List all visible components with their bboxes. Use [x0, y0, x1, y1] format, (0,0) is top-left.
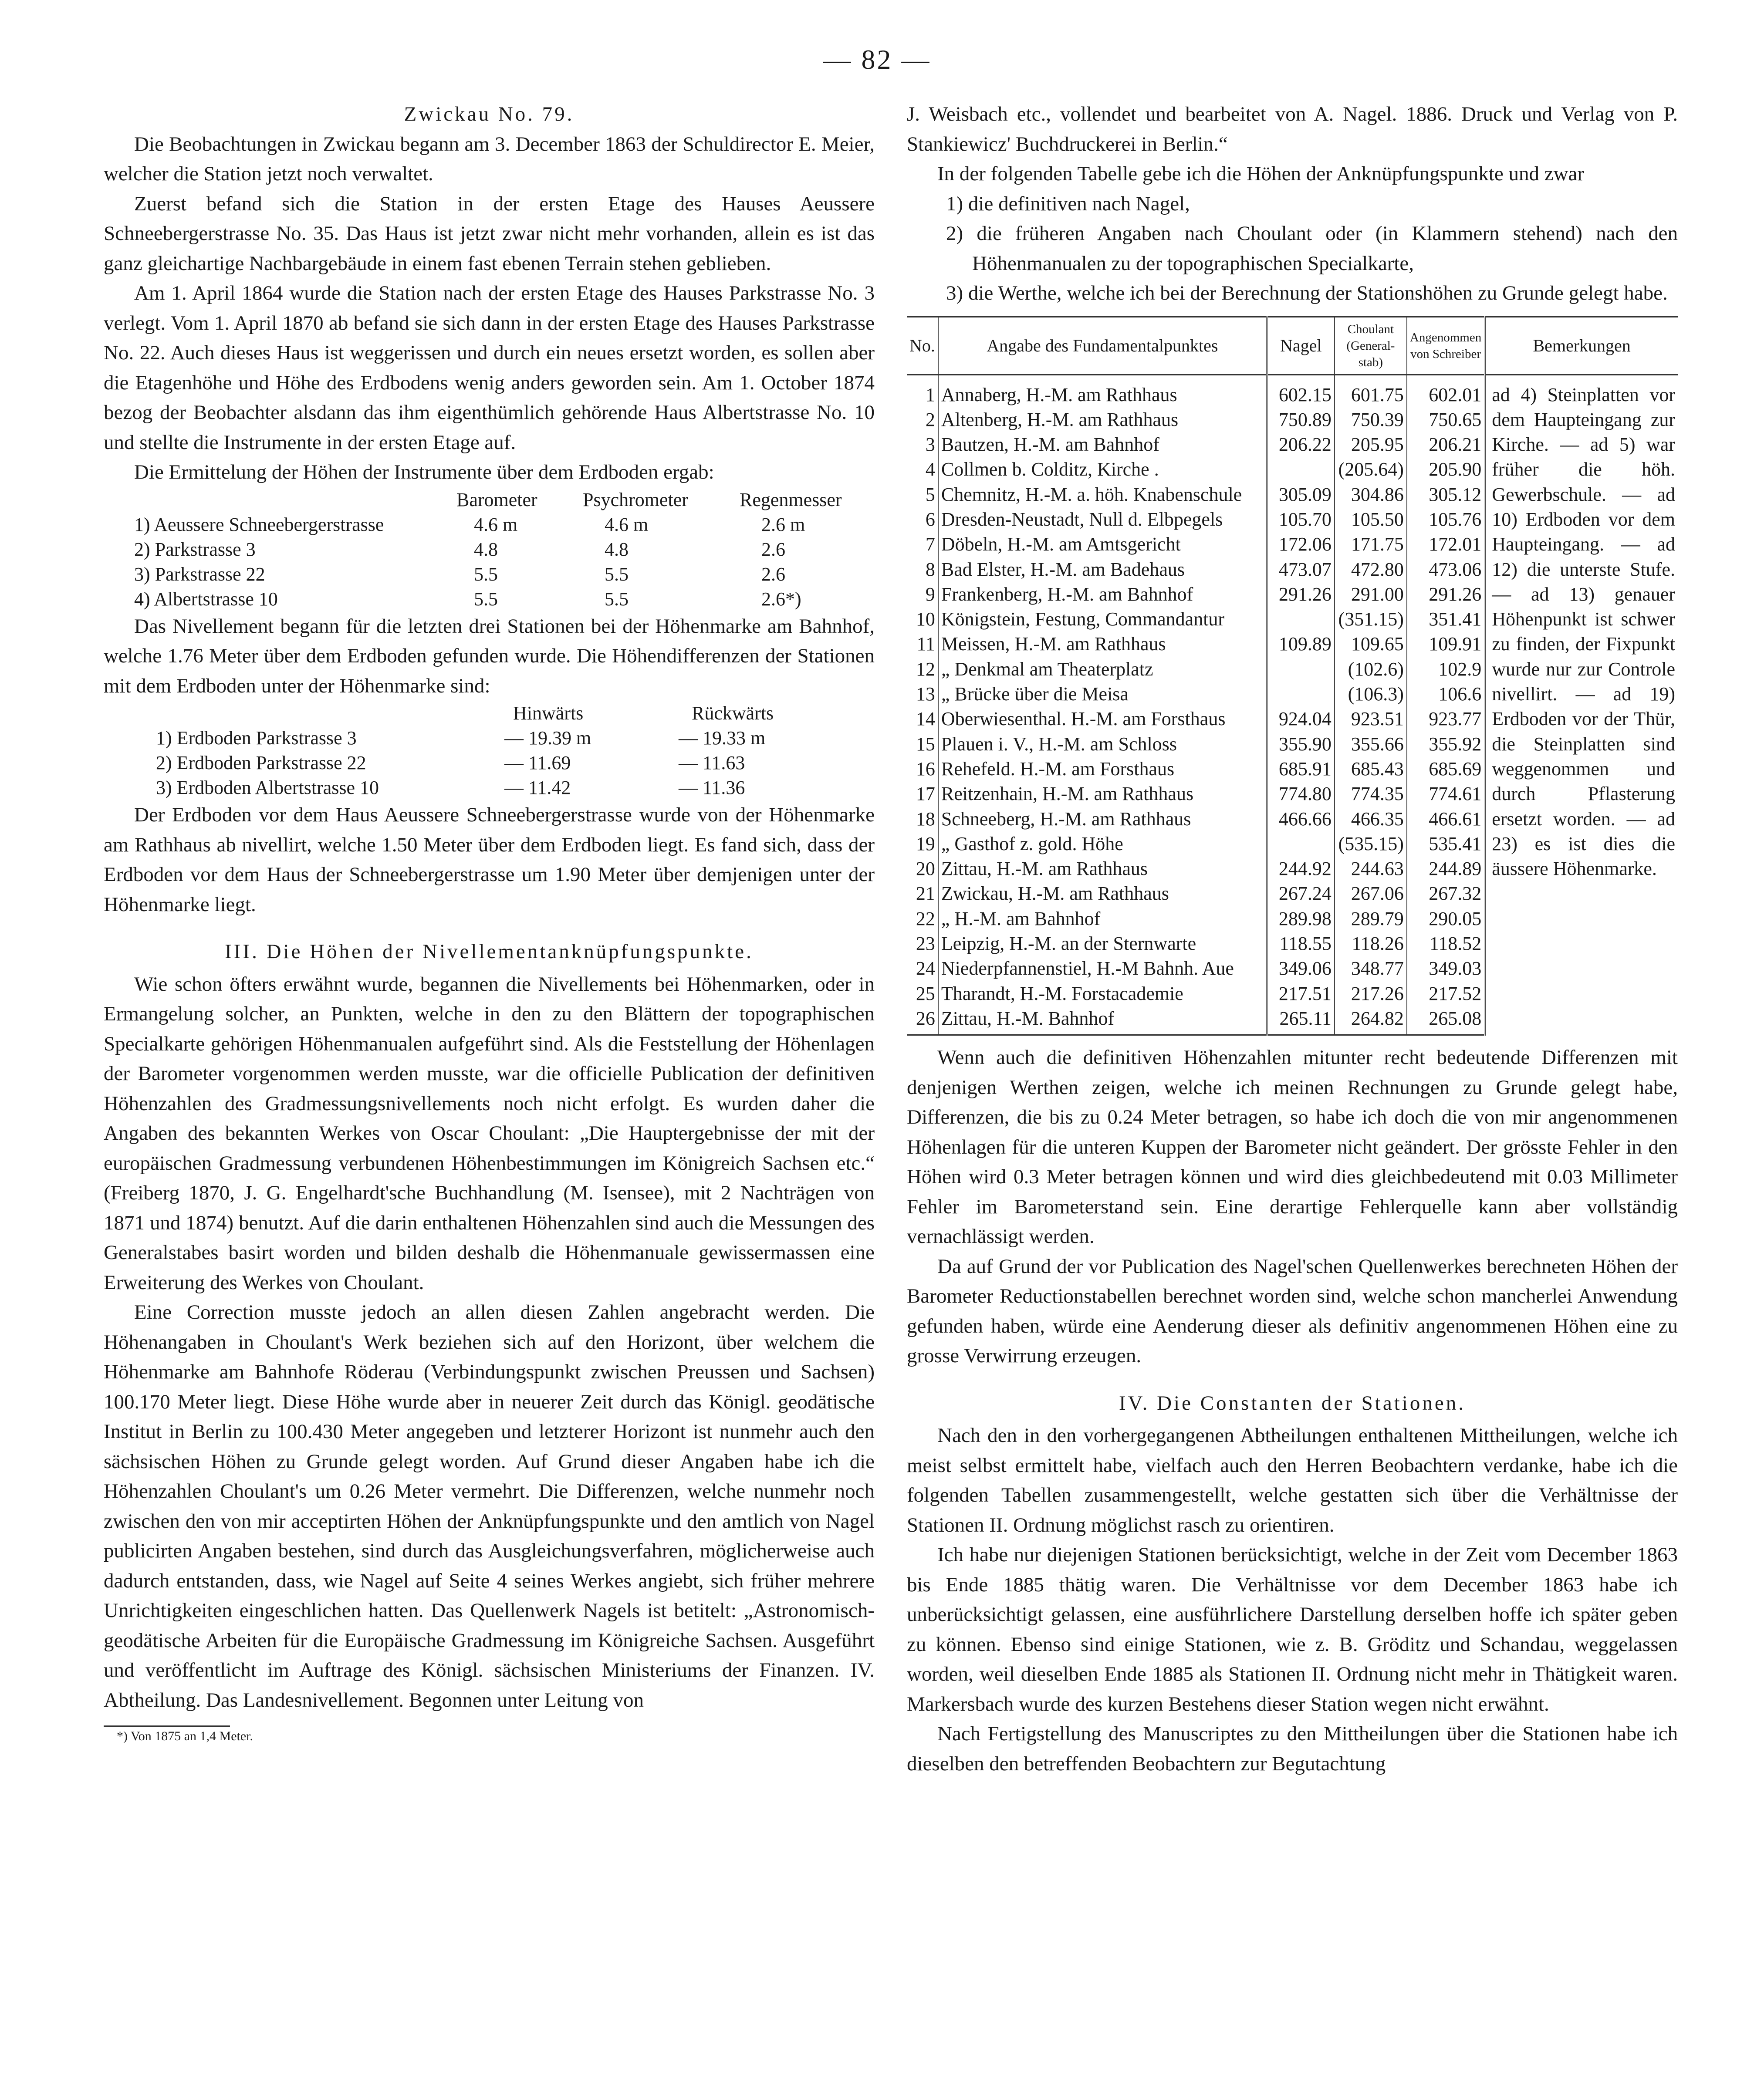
enumerated-list — [907, 189, 1678, 308]
nagel-value — [1267, 457, 1335, 482]
point-name: Königstein, Festung, Commandantur — [938, 607, 1267, 631]
column-header-remarks: Bemerkungen — [1485, 317, 1678, 375]
section-heading: IV. Die Constanten der Stationen. — [1119, 1391, 1466, 1415]
choulant-value: (351.15) — [1335, 607, 1407, 631]
row-number: 19 — [907, 831, 938, 856]
table-cell: 2.6 — [761, 538, 785, 560]
schreiber-value: 305.12 — [1407, 482, 1485, 507]
column-header: Regenmesser — [740, 489, 842, 510]
point-name: Dresden-Neustadt, Null d. Elbpegels — [938, 507, 1267, 532]
schreiber-value: 118.52 — [1407, 931, 1485, 956]
column-header-choulant: Choulant (General-stab) — [1335, 317, 1407, 375]
paragraph: In der folgenden Tabelle gebe ich die Höhen der Anknüpfungspunkte und zwar — [937, 162, 1585, 185]
table-header-row — [152, 701, 778, 726]
paragraph: Der Erdboden vor dem Haus Aeussere Schneebergerstrasse wurde von der Höhenmarke am Rathhaus ab nivellirt, welche 1.50 Meter über dem Erdboden liegt. Es fand sich, dass der Erdboden vor dem Haus der Schneebergerstrasse um 1.90 Meter über demjenigen unter der Höhenmarke liegt. — [104, 804, 875, 916]
nagel-value: 924.04 — [1267, 706, 1335, 731]
row-number: 16 — [907, 756, 938, 781]
paragraph: Da auf Grund der vor Publication des Nagel'schen Quellenwerkes berechneten Höhen der Barometer Reductionstabellen berechnet worden sind, welche schon mancherlei Anwendung gefunden haben, würde eine Aenderung dieser als definitiv angenommenen Höhen eine zu grosse Verwirrung erzeugen. — [907, 1255, 1678, 1367]
schreiber-value: 535.41 — [1407, 831, 1485, 856]
schreiber-value: 102.9 — [1407, 657, 1485, 682]
row-number: 25 — [907, 981, 938, 1006]
schreiber-value: 349.03 — [1407, 956, 1485, 981]
row-number: 20 — [907, 856, 938, 881]
choulant-value: 750.39 — [1335, 407, 1407, 432]
point-name: Oberwiesenthal. H.-M. am Forsthaus — [938, 706, 1267, 731]
nagel-value: 305.09 — [1267, 482, 1335, 507]
schreiber-value: 205.90 — [1407, 457, 1485, 482]
paragraph: J. Weisbach etc., vollendet und bearbeitet von A. Nagel. 1886. Druck und Verlag von P. Stankiewicz' Buchdruckerei in Berlin.“ — [907, 103, 1678, 155]
table-cell: 5.5 — [605, 563, 629, 585]
table-cell: 2.6*) — [761, 588, 801, 610]
row-number: 15 — [907, 732, 938, 756]
nagel-value — [1267, 607, 1335, 631]
table-cell: 1) Erdboden Parkstrasse 3 — [156, 727, 357, 749]
nagel-value: 267.24 — [1267, 881, 1335, 906]
choulant-value: 291.00 — [1335, 582, 1407, 607]
choulant-value: 244.63 — [1335, 856, 1407, 881]
table-cell: — 19.39 m — [504, 727, 591, 749]
instrument-height-table — [130, 487, 846, 611]
nagel-value — [1267, 831, 1335, 856]
column-header-schreiber: Angenommen von Schreiber — [1407, 317, 1485, 375]
point-name: Zittau, H.-M. am Rathhaus — [938, 856, 1267, 881]
row-number: 26 — [907, 1006, 938, 1035]
row-number: 18 — [907, 807, 938, 831]
row-number: 14 — [907, 706, 938, 731]
schreiber-value: 290.05 — [1407, 906, 1485, 931]
choulant-value: 923.51 — [1335, 706, 1407, 731]
point-name: Rehefeld. H.-M. am Forsthaus — [938, 756, 1267, 781]
nagel-value: 685.91 — [1267, 756, 1335, 781]
schreiber-value: 355.92 — [1407, 732, 1485, 756]
page-number: — 82 — — [823, 44, 931, 75]
row-number: 24 — [907, 956, 938, 981]
row-number: 12 — [907, 657, 938, 682]
choulant-value: 171.75 — [1335, 532, 1407, 557]
nagel-value: 355.90 — [1267, 732, 1335, 756]
point-name: Plauen i. V., H.-M. am Schloss — [938, 732, 1267, 756]
row-number: 6 — [907, 507, 938, 532]
column-header-name: Angabe des Fundamentalpunktes — [938, 317, 1267, 375]
schreiber-value: 291.26 — [1407, 582, 1485, 607]
table-cell: 2) Erdboden Parkstrasse 22 — [156, 752, 366, 773]
paragraph: Ich habe nur diejenigen Stationen berücksichtigt, welche in der Zeit vom December 1863 bis Ende 1885 thätig waren. Die Verhältnisse vor dem December 1863 habe ich unberücksichtigt gelassen, eine ausführlichere Darstellung derselben hoffe ich später geben zu können. Ebenso sind einige Stationen, wie z. B. Gröditz und Schandau, weggelassen worden, weil dieselben Ende 1885 als Stationen II. Ordnung nicht mehr in Thätigkeit waren. Markersbach wurde des kurzen Bestehens dieser Station wegen nicht erwähnt. — [907, 1543, 1678, 1715]
schreiber-value: 244.89 — [1407, 856, 1485, 881]
paragraph: Wie schon öfters erwähnt wurde, begannen die Nivellements bei Höhenmarken, oder in Ermangelung solcher, an Punkten, welche in den zu den Blättern der topographischen Specialkarte gehörigen Höhenmanualen aufgeführt sind. Als die Feststellung der Höhenlagen der Barometer vorgenommen werden musste, war die officielle Publication der definitiven Höhenzahlen des Gradmessungsnivellements noch nicht erfolgt. Es wurden daher die Angaben des bekannten Werkes von Oscar Choulant: „Die Hauptergebnisse der mit der europäischen Gradmessung verbundenen Höhenbestimmungen im Königreich Sachsen etc.“ (Freiberg 1870, J. G. Engelhardt'sche Buchhandlung (M. Isensee), mit 2 Nachträgen von 1871 und 1874) benutzt. Auf die darin enthaltenen Höhenzahlen sind auch die Messungen des Generalstabes basirt worden und bilden deshalb die Höhenmanuale gewissermassen eine Erweiterung des Werkes von Choulant. — [104, 972, 875, 1294]
paragraph: Das Nivellement begann für die letzten drei Stationen bei der Höhenmarke am Bahnhof, welche 1.76 Meter über dem Erdboden gefunden wurde. Die Höhendifferenzen der Stationen mit dem Erdboden unter der Höhenmarke sind: — [104, 614, 875, 697]
row-number: 2 — [907, 407, 938, 432]
row-number: 22 — [907, 906, 938, 931]
nagel-value: 109.89 — [1267, 631, 1335, 656]
table-cell: 4.8 — [605, 538, 629, 560]
table-cell: — 19.33 m — [679, 727, 766, 749]
table-cell: 2.6 — [761, 563, 785, 585]
table-cell: 3) Erdboden Albertstrasse 10 — [156, 777, 379, 798]
row-number: 4 — [907, 457, 938, 482]
row-number: 9 — [907, 582, 938, 607]
list-item — [924, 278, 1678, 308]
choulant-value: 601.75 — [1335, 375, 1407, 407]
choulant-value: 304.86 — [1335, 482, 1407, 507]
schreiber-value: 217.52 — [1407, 981, 1485, 1006]
choulant-value: 355.66 — [1335, 732, 1407, 756]
choulant-value: 348.77 — [1335, 956, 1407, 981]
left-column — [104, 99, 875, 1746]
point-name: Altenberg, H.-M. am Rathhaus — [938, 407, 1267, 432]
choulant-value: 774.35 — [1335, 781, 1407, 806]
point-name: Döbeln, H.-M. am Amtsgericht — [938, 532, 1267, 557]
column-header: Hinwärts — [513, 702, 584, 724]
choulant-value: 205.95 — [1335, 432, 1407, 457]
remarks-cell: ad 4) Steinplatten vor dem Haupteingang zur Kirche. — ad 5) war früher die höh. Gewerbschule. — ad 10) Erdboden vor dem Haupteingang. — ad 12) die unterste Stufe. — ad 13) genauer Höhenpunkt ist schwer zu finden, der Fixpunkt wurde nur zur Controle nivellirt. — ad 19) Erdboden vor der Thür, die Steinplatten sind weggenommen und durch Pflasterung ersetzt worden. — ad 23) es ist dies die äussere Höhenmarke. — [1492, 384, 1675, 880]
nagel-value: 105.70 — [1267, 507, 1335, 532]
nagel-value: 206.22 — [1267, 432, 1335, 457]
schreiber-value: 172.01 — [1407, 532, 1485, 557]
table-cell: 2.6 m — [761, 513, 805, 535]
choulant-value: 466.35 — [1335, 807, 1407, 831]
table-cell: 4) Albertstrasse 10 — [134, 588, 278, 610]
table-row — [907, 375, 1678, 407]
schreiber-value: 105.76 — [1407, 507, 1485, 532]
row-number: 17 — [907, 781, 938, 806]
choulant-value: 685.43 — [1335, 756, 1407, 781]
point-name: Chemnitz, H.-M. a. höh. Knabenschule — [938, 482, 1267, 507]
nagel-value: 473.07 — [1267, 557, 1335, 582]
list-item — [924, 219, 1678, 278]
fundamental-points-table — [907, 316, 1678, 1036]
choulant-value: (535.15) — [1335, 831, 1407, 856]
nagel-value: 244.92 — [1267, 856, 1335, 881]
point-name: Zwickau, H.-M. am Rathhaus — [938, 881, 1267, 906]
point-name: Schneeberg, H.-M. am Rathhaus — [938, 807, 1267, 831]
nagel-value: 291.26 — [1267, 582, 1335, 607]
point-name: Annaberg, H.-M. am Rathhaus — [938, 375, 1267, 407]
point-name: Zittau, H.-M. Bahnhof — [938, 1006, 1267, 1035]
table-cell: — 11.69 — [504, 752, 571, 773]
paragraph: Nach Fertigstellung des Manuscriptes zu den Mittheilungen über die Stationen habe ich dieselben den betreffenden Beobachtern zur Begutachtung — [907, 1722, 1678, 1775]
row-number: 1 — [907, 375, 938, 407]
row-number: 21 — [907, 881, 938, 906]
nagel-value: 774.80 — [1267, 781, 1335, 806]
column-header: Barometer — [456, 489, 537, 510]
choulant-value: 289.79 — [1335, 906, 1407, 931]
column-header-nagel: Nagel — [1267, 317, 1335, 375]
choulant-value: 267.06 — [1335, 881, 1407, 906]
paragraph: Eine Correction musste jedoch an allen diesen Zahlen angebracht werden. Die Höhenangaben in Choulant's Werk beziehen sich auf den Horizont, über welchem die Höhenmarke am Bahnhofe Röderau (Verbindungspunkt zwischen Preussen und Sachsen) 100.170 Meter liegt. Diese Höhe wurde aber in neuerer Zeit durch das Königl. geodätische Institut in Berlin zu 100.430 Meter angegeben und letzterer Horizont ist nunmehr auch den sächsischen Höhen zu Grunde gelegt worden. Auf Grund dieser Angaben habe ich die Höhenzahlen Choulant's um 0.26 Meter vermehrt. Die Differenzen, welche nunmehr noch zwischen den von mir acceptirten Höhen der Anknüpfungspunkte und den amtlich von Nagel publicirten Angaben bestehen, sind durch das Ausgleichungsverfahren, möglicherweise auch dadurch entstanden, dass, wie Nagel auf Seite 4 seines Werkes angiebt, sich früher mehrere Unrichtigkeiten eingeschlichen hatten. Das Quellenwerk Nagels ist betitelt: „Astronomisch-geodätische Arbeiten für die Europäische Gradmessung im Königreiche Sachsen. Ausgeführt und veröffentlicht im Auftrage des Königl. sächsischen Ministeriums der Finanzen. IV. Abtheilung. Das Landesnivellement. Begonnen unter Leitung von — [104, 1301, 875, 1712]
point-name: „ Brücke über die Meisa — [938, 682, 1267, 706]
nagel-value: 289.98 — [1267, 906, 1335, 931]
point-name: „ H.-M. am Bahnhof — [938, 906, 1267, 931]
column-header: Rückwärts — [692, 702, 774, 724]
paragraph: Die Ermittelung der Höhen der Instrumente über dem Erdboden ergab: — [134, 461, 714, 483]
station-title: Zwickau No. 79. — [404, 103, 575, 125]
schreiber-value: 750.65 — [1407, 407, 1485, 432]
choulant-value: (106.3) — [1335, 682, 1407, 706]
schreiber-value: 473.06 — [1407, 557, 1485, 582]
section-heading: III. Die Höhen der Nivellementanknüpfungspunkte. — [225, 940, 754, 963]
list-item — [924, 189, 1678, 219]
point-name: Leipzig, H.-M. an der Sternwarte — [938, 931, 1267, 956]
table-cell: 4.8 — [474, 538, 498, 560]
schreiber-value: 351.41 — [1407, 607, 1485, 631]
nagel-value: 602.15 — [1267, 375, 1335, 407]
point-name: Niederpfannenstiel, H.-M Bahnh. Aue — [938, 956, 1267, 981]
row-number: 3 — [907, 432, 938, 457]
choulant-value: 109.65 — [1335, 631, 1407, 656]
height-difference-table — [152, 701, 778, 800]
choulant-value: 472.80 — [1335, 557, 1407, 582]
nagel-value: 172.06 — [1267, 532, 1335, 557]
table-cell: 4.6 m — [605, 513, 649, 535]
column-header-no: No. — [907, 317, 938, 375]
point-name: Collmen b. Colditz, Kirche . — [938, 457, 1267, 482]
paragraph: Wenn auch die definitiven Höhenzahlen mitunter recht bedeutende Differenzen mit denjenigen Werthen zeigen, welche ich meinen Rechnungen zu Grunde gelegt habe, Differenzen, die bis zu 0.24 Meter betragen, so habe ich doch die von mir angenommenen Höhenlagen für die unteren Kuppen der Barometer nicht geändert. Der grösste Fehler in den Höhen wird 0.3 Meter betragen können und wird dies gleichbedeutend mit 0.03 Millimeter Fehler im Barometerstand sein. Eine derartige Fehlerquelle kann aber vollständig vernachlässigt werden. — [907, 1046, 1678, 1248]
nagel-value: 750.89 — [1267, 407, 1335, 432]
list-label: 3) — [946, 282, 963, 304]
list-text: die Werthe, welche ich bei der Berechnung der Stationshöhen zu Grunde gelegt habe. — [968, 282, 1668, 304]
schreiber-value: 265.08 — [1407, 1006, 1485, 1035]
table-row — [152, 726, 778, 750]
nagel-value: 466.66 — [1267, 807, 1335, 831]
schreiber-value: 106.6 — [1407, 682, 1485, 706]
list-text: die definitiven nach Nagel, — [968, 192, 1190, 215]
row-number: 5 — [907, 482, 938, 507]
table-row — [152, 775, 778, 800]
right-column — [907, 99, 1678, 1779]
nagel-value: 217.51 — [1267, 981, 1335, 1006]
point-name: „ Gasthof z. gold. Höhe — [938, 831, 1267, 856]
table-cell: 5.5 — [474, 588, 498, 610]
choulant-value: 264.82 — [1335, 1006, 1407, 1035]
point-name: Frankenberg, H.-M. am Bahnhof — [938, 582, 1267, 607]
table-cell: — 11.36 — [679, 777, 745, 798]
point-name: Bad Elster, H.-M. am Badehaus — [938, 557, 1267, 582]
table-cell: 2) Parkstrasse 3 — [134, 538, 256, 560]
schreiber-value: 206.21 — [1407, 432, 1485, 457]
table-cell: 3) Parkstrasse 22 — [134, 563, 265, 585]
choulant-value: (102.6) — [1335, 657, 1407, 682]
list-text: die früheren Angaben nach Choulant oder (in Klammern stehend) nach den Höhenmanualen zu der topographischen Specialkarte, — [972, 222, 1678, 275]
table-row — [130, 587, 846, 611]
choulant-value: 118.26 — [1335, 931, 1407, 956]
nagel-value — [1267, 657, 1335, 682]
schreiber-value: 774.61 — [1407, 781, 1485, 806]
list-label: 2) — [946, 222, 963, 245]
row-number: 11 — [907, 631, 938, 656]
table-cell: — 11.63 — [679, 752, 745, 773]
point-name: Meissen, H.-M. am Rathhaus — [938, 631, 1267, 656]
row-number: 10 — [907, 607, 938, 631]
point-name: „ Denkmal am Theaterplatz — [938, 657, 1267, 682]
paragraph: Am 1. April 1864 wurde die Station nach der ersten Etage des Hauses Parkstrasse No. 3 verlegt. Vom 1. April 1870 ab befand sie sich dann in der ersten Etage des Hauses Parkstrasse No. 22. Auch dieses Haus ist weggerissen und durch ein neues ersetzt worden, es sollen aber die Etagenhöhe und Höhe des Erdbodens wenig anders geworden sein. Am 1. October 1874 bezog der Beobachter alsdann das ihm eigenthümlich gehörende Haus Albertstrasse No. 10 und stellte die Instrumente in der ersten Etage auf. — [104, 282, 875, 454]
paragraph: Die Beobachtungen in Zwickau begann am 3. December 1863 der Schuldirector E. Meier, welcher die Station jetzt noch verwaltet. — [104, 132, 875, 185]
table-row — [130, 512, 846, 537]
row-number: 23 — [907, 931, 938, 956]
schreiber-value: 466.61 — [1407, 807, 1485, 831]
table-cell: 5.5 — [605, 588, 629, 610]
footnote: *) Von 1875 an 1,4 Meter. — [117, 1729, 253, 1743]
column-header: Psychrometer — [583, 489, 688, 510]
nagel-value — [1267, 682, 1335, 706]
table-header-row — [130, 487, 846, 512]
table-cell: 5.5 — [474, 563, 498, 585]
row-number: 7 — [907, 532, 938, 557]
table-cell: 1) Aeussere Schneebergerstrasse — [134, 513, 384, 535]
schreiber-value: 267.32 — [1407, 881, 1485, 906]
table-row — [130, 562, 846, 587]
list-label: 1) — [946, 192, 963, 215]
table-cell: 4.6 m — [474, 513, 518, 535]
choulant-value: (205.64) — [1335, 457, 1407, 482]
schreiber-value: 923.77 — [1407, 706, 1485, 731]
table-body — [907, 375, 1678, 1035]
row-number: 8 — [907, 557, 938, 582]
paragraph: Nach den in den vorhergegangenen Abtheilungen enthaltenen Mittheilungen, welche ich meist selbst ermittelt habe, vielfach auch den Herren Beobachtern verdanke, habe ich die folgenden Tabellen zusammengestellt, welche gestatten sich über die Verhältnisse der Stationen II. Ordnung möglichst rasch zu orientiren. — [907, 1424, 1678, 1536]
point-name: Bautzen, H.-M. am Bahnhof — [938, 432, 1267, 457]
schreiber-value: 602.01 — [1407, 375, 1485, 407]
schreiber-value: 685.69 — [1407, 756, 1485, 781]
table-row — [152, 750, 778, 775]
paragraph: Zuerst befand sich die Station in der ersten Etage des Hauses Aeussere Schneebergerstrasse No. 35. Das Haus ist jetzt zwar nicht mehr vorhanden, allein es ist das ganz gleichartige Nachbargebäude in einem fast ebenen Terrain stehen geblieben. — [104, 192, 875, 275]
table-header-row — [907, 317, 1678, 375]
point-name: Tharandt, H.-M. Forstacademie — [938, 981, 1267, 1006]
choulant-value: 217.26 — [1335, 981, 1407, 1006]
table-cell: — 11.42 — [504, 777, 571, 798]
point-name: Reitzenhain, H.-M. am Rathhaus — [938, 781, 1267, 806]
row-number: 13 — [907, 682, 938, 706]
nagel-value: 118.55 — [1267, 931, 1335, 956]
table-row — [130, 537, 846, 562]
nagel-value: 265.11 — [1267, 1006, 1335, 1035]
schreiber-value: 109.91 — [1407, 631, 1485, 656]
nagel-value: 349.06 — [1267, 956, 1335, 981]
choulant-value: 105.50 — [1335, 507, 1407, 532]
